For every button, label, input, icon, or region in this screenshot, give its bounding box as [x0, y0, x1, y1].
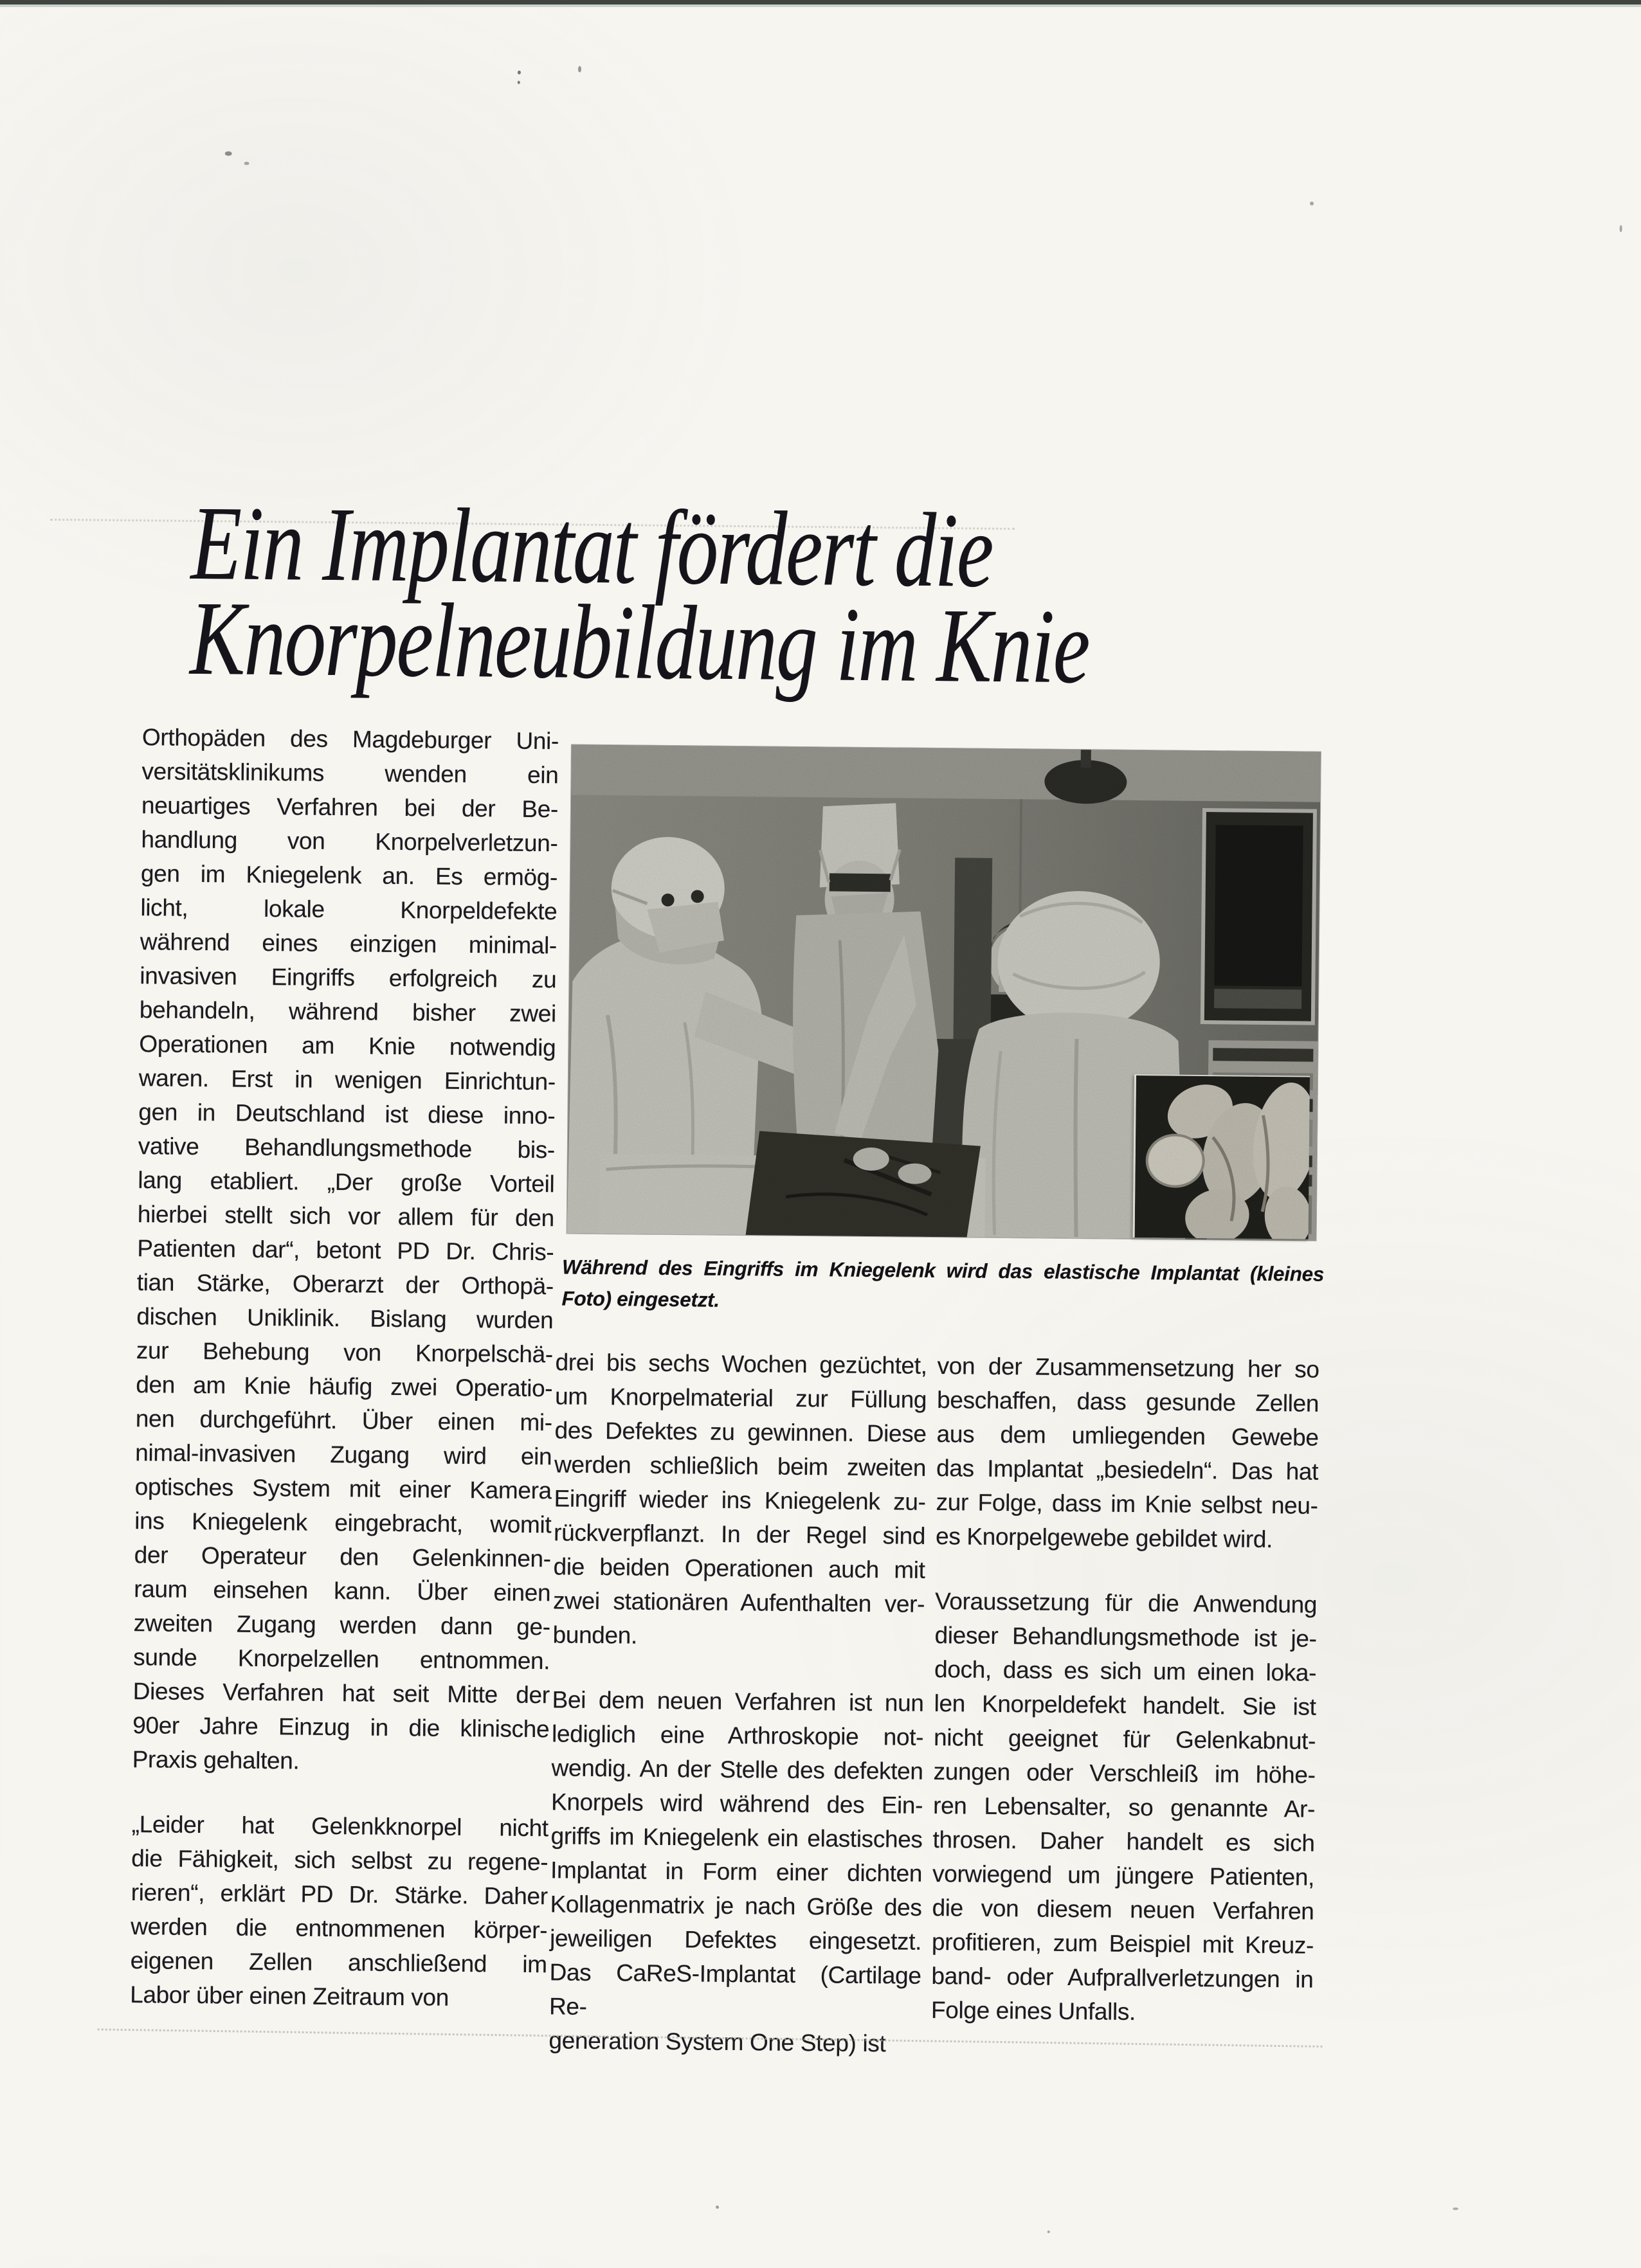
paragraph — [130, 1807, 549, 2015]
text-line: Foto) eingesetzt. — [561, 1286, 720, 1311]
text-line: throsen. Daher handelt es sich — [932, 1826, 1315, 1857]
text-line: um Knorpelmaterial zur Füllung — [554, 1383, 927, 1413]
text-line: handlung von Knorpelverletzun- — [141, 826, 558, 857]
text-line: von der Zusammensetzung her so — [937, 1353, 1319, 1383]
text-line: Das CaReS-Implantat (Cartilage Re- — [549, 1959, 921, 2020]
scan-speck — [1453, 2208, 1458, 2210]
headline-line-2: Knorpelneubildung im Knie — [189, 579, 1090, 706]
text-line: neuartiges Verfahren bei der Be- — [141, 792, 559, 823]
text-line: dischen Uniklinik. Bislang wurden — [136, 1303, 554, 1334]
text-line: „Leider hat Gelenkknorpel nicht — [131, 1811, 549, 1842]
text-column-left — [130, 720, 559, 2015]
text-column-middle — [549, 1345, 927, 2060]
text-line: zungen oder Verschleiß im höhe- — [933, 1758, 1316, 1788]
text-line: der Operateur den Gelenkinnen- — [134, 1542, 551, 1572]
text-line: Operationen am Knie notwendig — [139, 1030, 556, 1061]
text-line: generation System One Step) ist — [549, 2027, 886, 2057]
text-line: doch, dass es sich um einen loka- — [934, 1656, 1317, 1686]
text-line: Dieses Verfahren hat seit Mitte der — [132, 1678, 550, 1709]
text-line: Während des Eingriffs im Kniegelenk wird das elastische Implantat (kleines — [561, 1255, 1325, 1286]
scan-speck — [578, 66, 581, 73]
text-line: drei bis sechs Wochen gezüchtet, — [555, 1349, 927, 1379]
text-line: zur Behebung von Knorpelschä- — [136, 1337, 553, 1368]
text-line: den am Knie häufig zwei Operatio- — [136, 1371, 553, 1402]
text-line: invasiven Eingriffs erfolgreich zu — [140, 962, 557, 993]
text-line: hierbei stellt sich vor allem für den — [137, 1201, 555, 1232]
paragraph — [936, 1349, 1319, 1557]
text-line: rückverpflanzt. In der Regel sind — [553, 1519, 926, 1549]
text-line: Bei dem neuen Verfahren ist nun — [552, 1686, 924, 1716]
text-line: das Implantat „besiedeln“. Das hat — [936, 1455, 1319, 1485]
text-line: licht, lokale Knorpeldefekte — [140, 894, 558, 925]
text-line: behandeln, während bisher zwei — [139, 996, 557, 1027]
text-line: aus dem umliegenden Gewebe — [936, 1421, 1319, 1451]
text-line: werden schließlich beim zweiten — [554, 1451, 927, 1481]
text-column-right — [931, 1349, 1319, 2031]
text-line: raum einsehen kann. Über einen — [134, 1576, 551, 1607]
text-line: zur Folge, dass im Knie selbst neu- — [936, 1489, 1318, 1519]
paragraph — [549, 1682, 924, 2061]
text-line: Patienten dar“, betont PD Dr. Chris- — [137, 1235, 554, 1266]
text-line: zwei stationären Aufenthalten ver- — [552, 1587, 925, 1617]
text-line: rieren“, erklärt PD Dr. Stärke. Daher — [131, 1879, 548, 1910]
scan-speck — [225, 151, 232, 156]
text-line: werden die entnommenen körper- — [131, 1913, 548, 1944]
text-line: griffs im Kniegelenk ein elastisches — [550, 1823, 923, 1853]
text-line: die Fähigkeit, sich selbst zu regene- — [131, 1845, 549, 1876]
text-line: wendig. An der Stelle des defekten — [551, 1754, 923, 1785]
text-line: dieser Behandlungsmethode ist je- — [934, 1622, 1317, 1652]
headline-line-1: Ein Implantat fördert die — [190, 483, 993, 609]
text-line: optisches System mit einer Kamera — [134, 1473, 552, 1504]
text-line: während eines einzigen minimal- — [140, 928, 558, 959]
text-line: Labor über einen Zeitraum von — [130, 1981, 449, 2011]
text-line: nicht geeignet für Gelenkabnut- — [933, 1724, 1316, 1754]
text-line: nimal-invasiven Zugang wird ein — [135, 1439, 552, 1470]
text-line: Praxis gehalten. — [132, 1746, 300, 1774]
scan-speck — [518, 81, 520, 84]
photo-inset-hand-with-implant — [1133, 1074, 1310, 1239]
scan-speck — [716, 2206, 719, 2209]
text-line: nen durchgeführt. Über einen mi- — [135, 1405, 552, 1436]
text-line: Kollagenmatrix je nach Größe des — [550, 1891, 922, 1921]
text-line: des Defektes zu gewinnen. Diese — [554, 1417, 927, 1447]
text-line: jeweiligen Defektes eingesetzt. — [549, 1925, 922, 1955]
text-line: sunde Knorpelzellen entnommen. — [133, 1644, 550, 1675]
article-headline — [189, 483, 1170, 706]
text-line: band- oder Aufprallverletzungen in — [931, 1963, 1314, 1993]
paragraph — [931, 1584, 1318, 2031]
scan-speck — [244, 162, 249, 165]
text-line: ren Lebensalter, so genannte Ar- — [932, 1792, 1316, 1823]
text-line: lang etabliert. „Der große Vorteil — [138, 1167, 555, 1198]
text-line: versitätsklinikums wenden ein — [141, 758, 559, 789]
text-line: ins Kniegelenk eingebracht, womit — [134, 1508, 552, 1538]
text-line: gen in Deutschland ist diese inno- — [138, 1099, 556, 1130]
text-line: Implantat in Form einer dichten — [550, 1857, 923, 1887]
text-line: Voraussetzung für die Anwendung — [934, 1588, 1318, 1618]
text-line: es Knorpelgewebe gebildet wird. — [935, 1523, 1273, 1553]
text-line: profitieren, zum Beispiel mit Kreuz- — [931, 1929, 1314, 1959]
scan-speck — [1620, 225, 1622, 232]
text-line: waren. Erst in wenigen Einrichtun- — [138, 1065, 556, 1095]
text-line: Orthopäden des Magdeburger Uni- — [141, 724, 559, 755]
text-line: vative Behandlungsmethode bis- — [138, 1133, 556, 1164]
text-line: vorwiegend um jüngere Patienten, — [932, 1860, 1315, 1891]
text-line: gen im Kniegelenk an. Es ermög- — [140, 860, 558, 891]
text-line: beschaffen, dass gesunde Zellen — [936, 1387, 1319, 1417]
text-line: 90er Jahre Einzug in die klinische — [132, 1712, 550, 1743]
text-line: zweiten Zugang werden dann ge- — [133, 1610, 550, 1641]
text-line: bunden. — [552, 1621, 638, 1649]
text-line: Eingriff wieder ins Kniegelenk zu- — [554, 1485, 926, 1515]
scan-speck — [518, 71, 521, 75]
text-line: Knorpels wird während des Ein- — [550, 1788, 923, 1819]
text-line: die beiden Operationen auch mit — [553, 1553, 925, 1583]
scan-speck — [1047, 2231, 1050, 2233]
photo-caption — [561, 1251, 1324, 1321]
text-line: eigenen Zellen anschließend im — [130, 1947, 547, 1978]
paragraph — [552, 1345, 927, 1655]
text-line: die von diesem neuen Verfahren — [932, 1895, 1314, 1925]
text-line: Folge eines Unfalls. — [930, 1997, 1136, 2026]
text-line: tian Stärke, Oberarzt der Orthopä- — [136, 1269, 554, 1300]
text-line: len Knorpeldefekt handelt. Sie ist — [934, 1690, 1316, 1720]
paragraph — [132, 720, 559, 1780]
text-line: lediglich eine Arthroskopie not- — [551, 1720, 924, 1751]
scan-speck — [1310, 202, 1314, 206]
